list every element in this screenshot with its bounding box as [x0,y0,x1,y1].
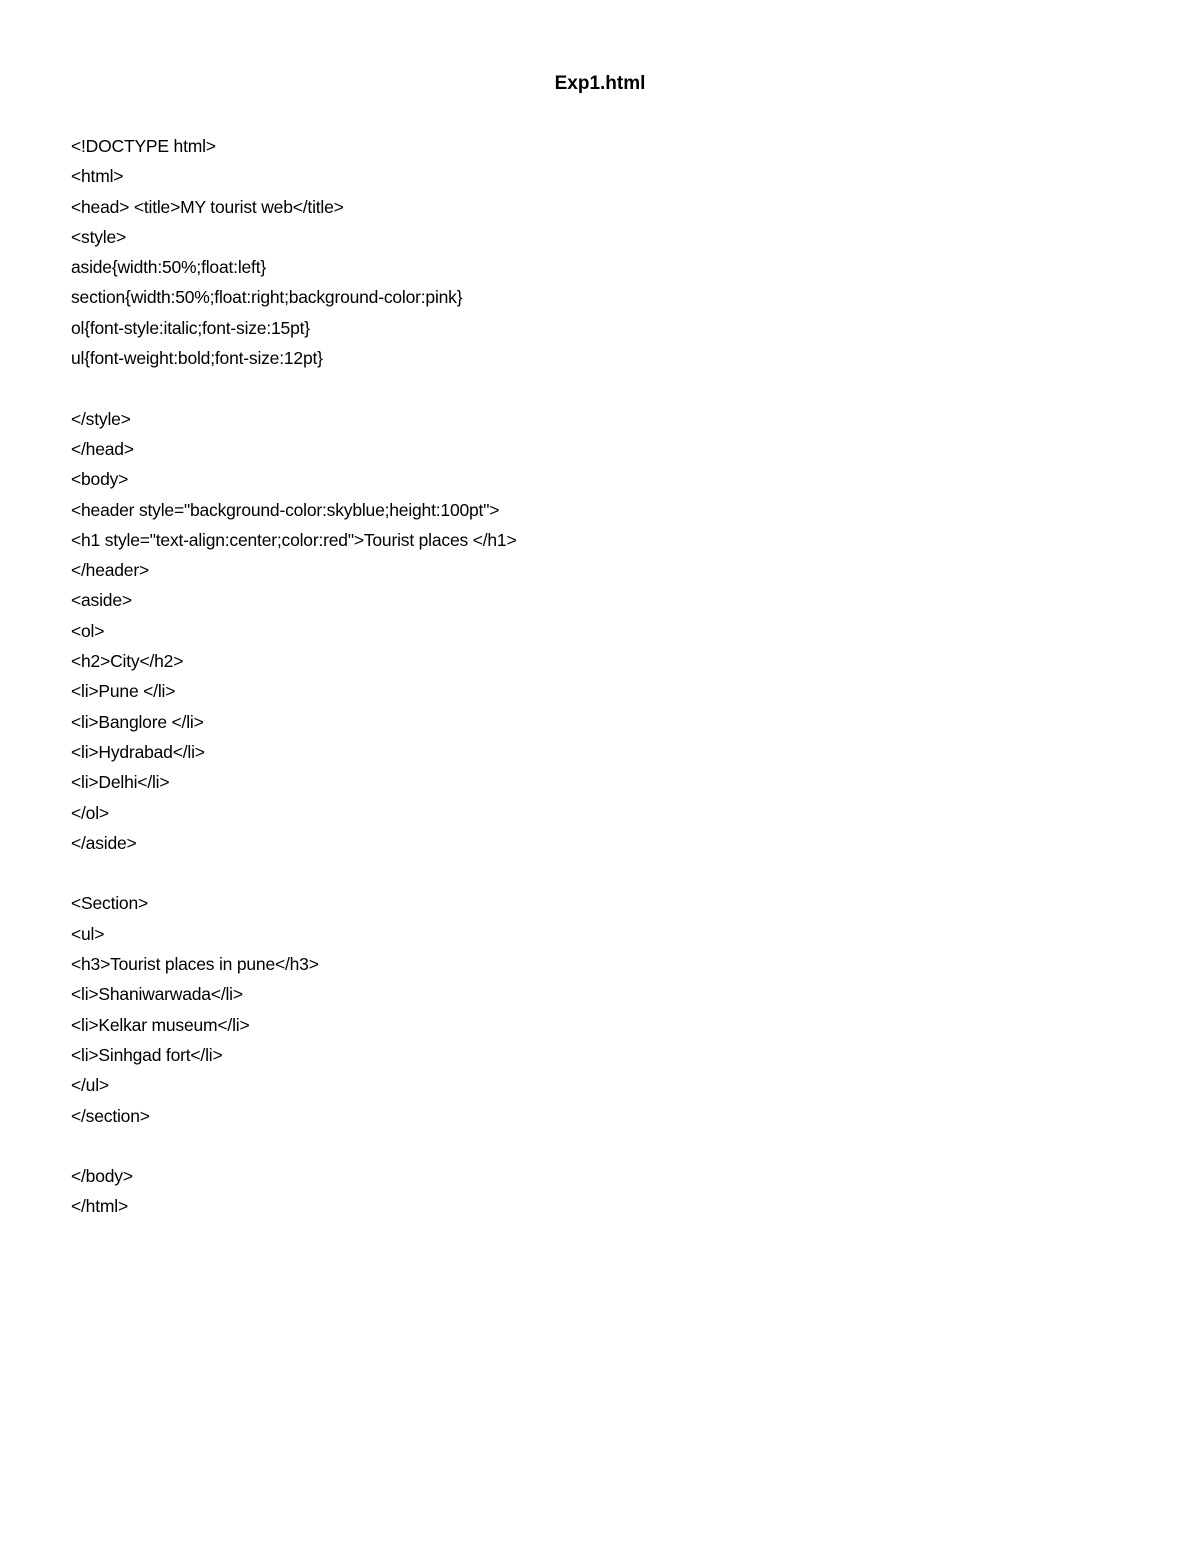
code-line: <!DOCTYPE html> [71,136,216,156]
code-line: section{width:50%;float:right;background-color:pink} [71,287,463,308]
code-line: ol{font-style:italic;font-size:15pt} [71,317,310,338]
code-line: <ul> [71,923,105,944]
code-line: <li>Shaniwarwada</li> [71,984,243,1005]
code-line [71,375,1131,405]
code-line: <h1 style="text-align:center;color:red">Tourist places </h1> [71,529,517,550]
code-line: <html> [71,166,124,187]
code-line: <li>Delhi</li> [71,772,170,793]
code-line: <style> [71,226,127,247]
code-line: </body> [71,1166,133,1187]
code-line [71,1133,1131,1163]
code-line: </html> [71,1196,128,1217]
code-line: <h2>City</h2> [71,651,184,672]
code-line: <li>Banglore </li> [71,711,204,732]
document-title: Exp1.html [554,73,646,94]
code-line: <ol> [71,620,105,641]
code-line [71,860,1131,890]
code-line: </ul> [71,1075,109,1096]
code-listing [71,133,1131,1224]
code-line: <body> [71,469,129,490]
code-line: <li>Pune </li> [71,681,176,702]
code-line: </ol> [71,802,109,823]
code-line: </style> [71,408,131,429]
code-line: <li>Sinhgad fort</li> [71,1044,223,1065]
code-line: <h3>Tourist places in pune</h3> [71,954,319,975]
code-line: <li>Kelkar museum</li> [71,1014,250,1035]
code-line: </header> [71,560,149,581]
code-line: ul{font-weight:bold;font-size:12pt} [71,348,323,369]
code-line: <Section> [71,893,149,914]
code-line: </head> [71,438,134,459]
code-line: <head> <title>MY tourist web</title> [71,196,344,217]
code-line: <aside> [71,590,132,611]
code-line: <li>Hydrabad</li> [71,741,205,762]
code-line: <header style="background-color:skyblue;height:100pt"> [71,499,500,520]
code-line: </section> [71,1105,150,1126]
code-line: aside{width:50%;float:left} [71,257,267,278]
code-line: </aside> [71,832,137,853]
